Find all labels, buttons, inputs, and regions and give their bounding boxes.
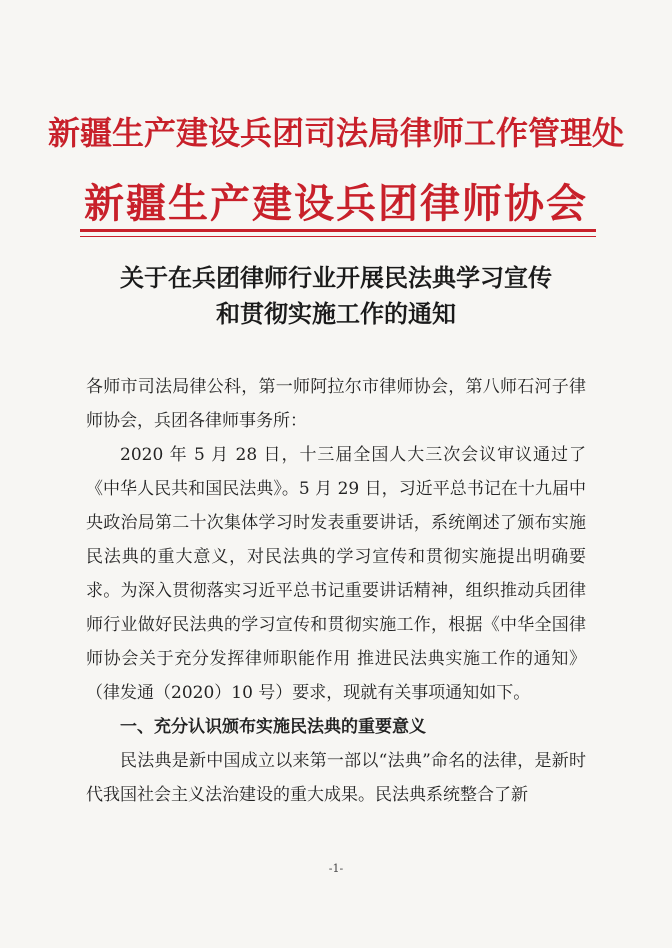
paragraph-1: 2020 年 5 月 28 日，十三届全国人大三次会议审议通过了《中华人民共和国民法典》。5 月 29 日，习近平总书记在十九届中央政治局第二十次集体学习时发表重要讲话，系统阐述了颁布实施民法典的重大意义，对民法典的学习宣传和贯彻实施提出明确要求。为深入贯彻落实习近平总书记重要讲话精神，组织推动兵团律师行业做好民法典的学习宣传和贯彻实施工作，根据《中华全国律师协会关于充分发挥律师职能作用 推进民法典实施工作的通知》（律发通（2020）10 号）要求，现就有关事项通知如下。 [86, 445, 586, 703]
issuer-name-line1: 新疆生产建设兵团司法局律师工作管理处 [47, 114, 624, 152]
page-number: -1- [328, 862, 344, 875]
issuer-name-line2: 新疆生产建设兵团律师协会 [84, 181, 588, 227]
section-heading-1: 一、充分认识颁布实施民法典的重要意义 [120, 717, 426, 737]
document-title [0, 260, 672, 332]
salutation: 各师市司法局律公科，第一师阿拉尔市律师协会，第八师石河子律师协会，兵团各律师事务所： [86, 377, 586, 431]
red-header-rule-thin [80, 236, 596, 237]
title-line1: 关于在兵团律师行业开展民法典学习宣传 [120, 263, 552, 292]
title-line2: 和贯彻实施工作的通知 [216, 299, 456, 328]
red-header-rule-thick [80, 229, 596, 232]
document-body [86, 370, 586, 812]
paragraph-2: 民法典是新中国成立以来第一部以“法典”命名的法律，是新时代我国社会主义法治建设的重大成果。民法典系统整合了新 [86, 751, 586, 805]
